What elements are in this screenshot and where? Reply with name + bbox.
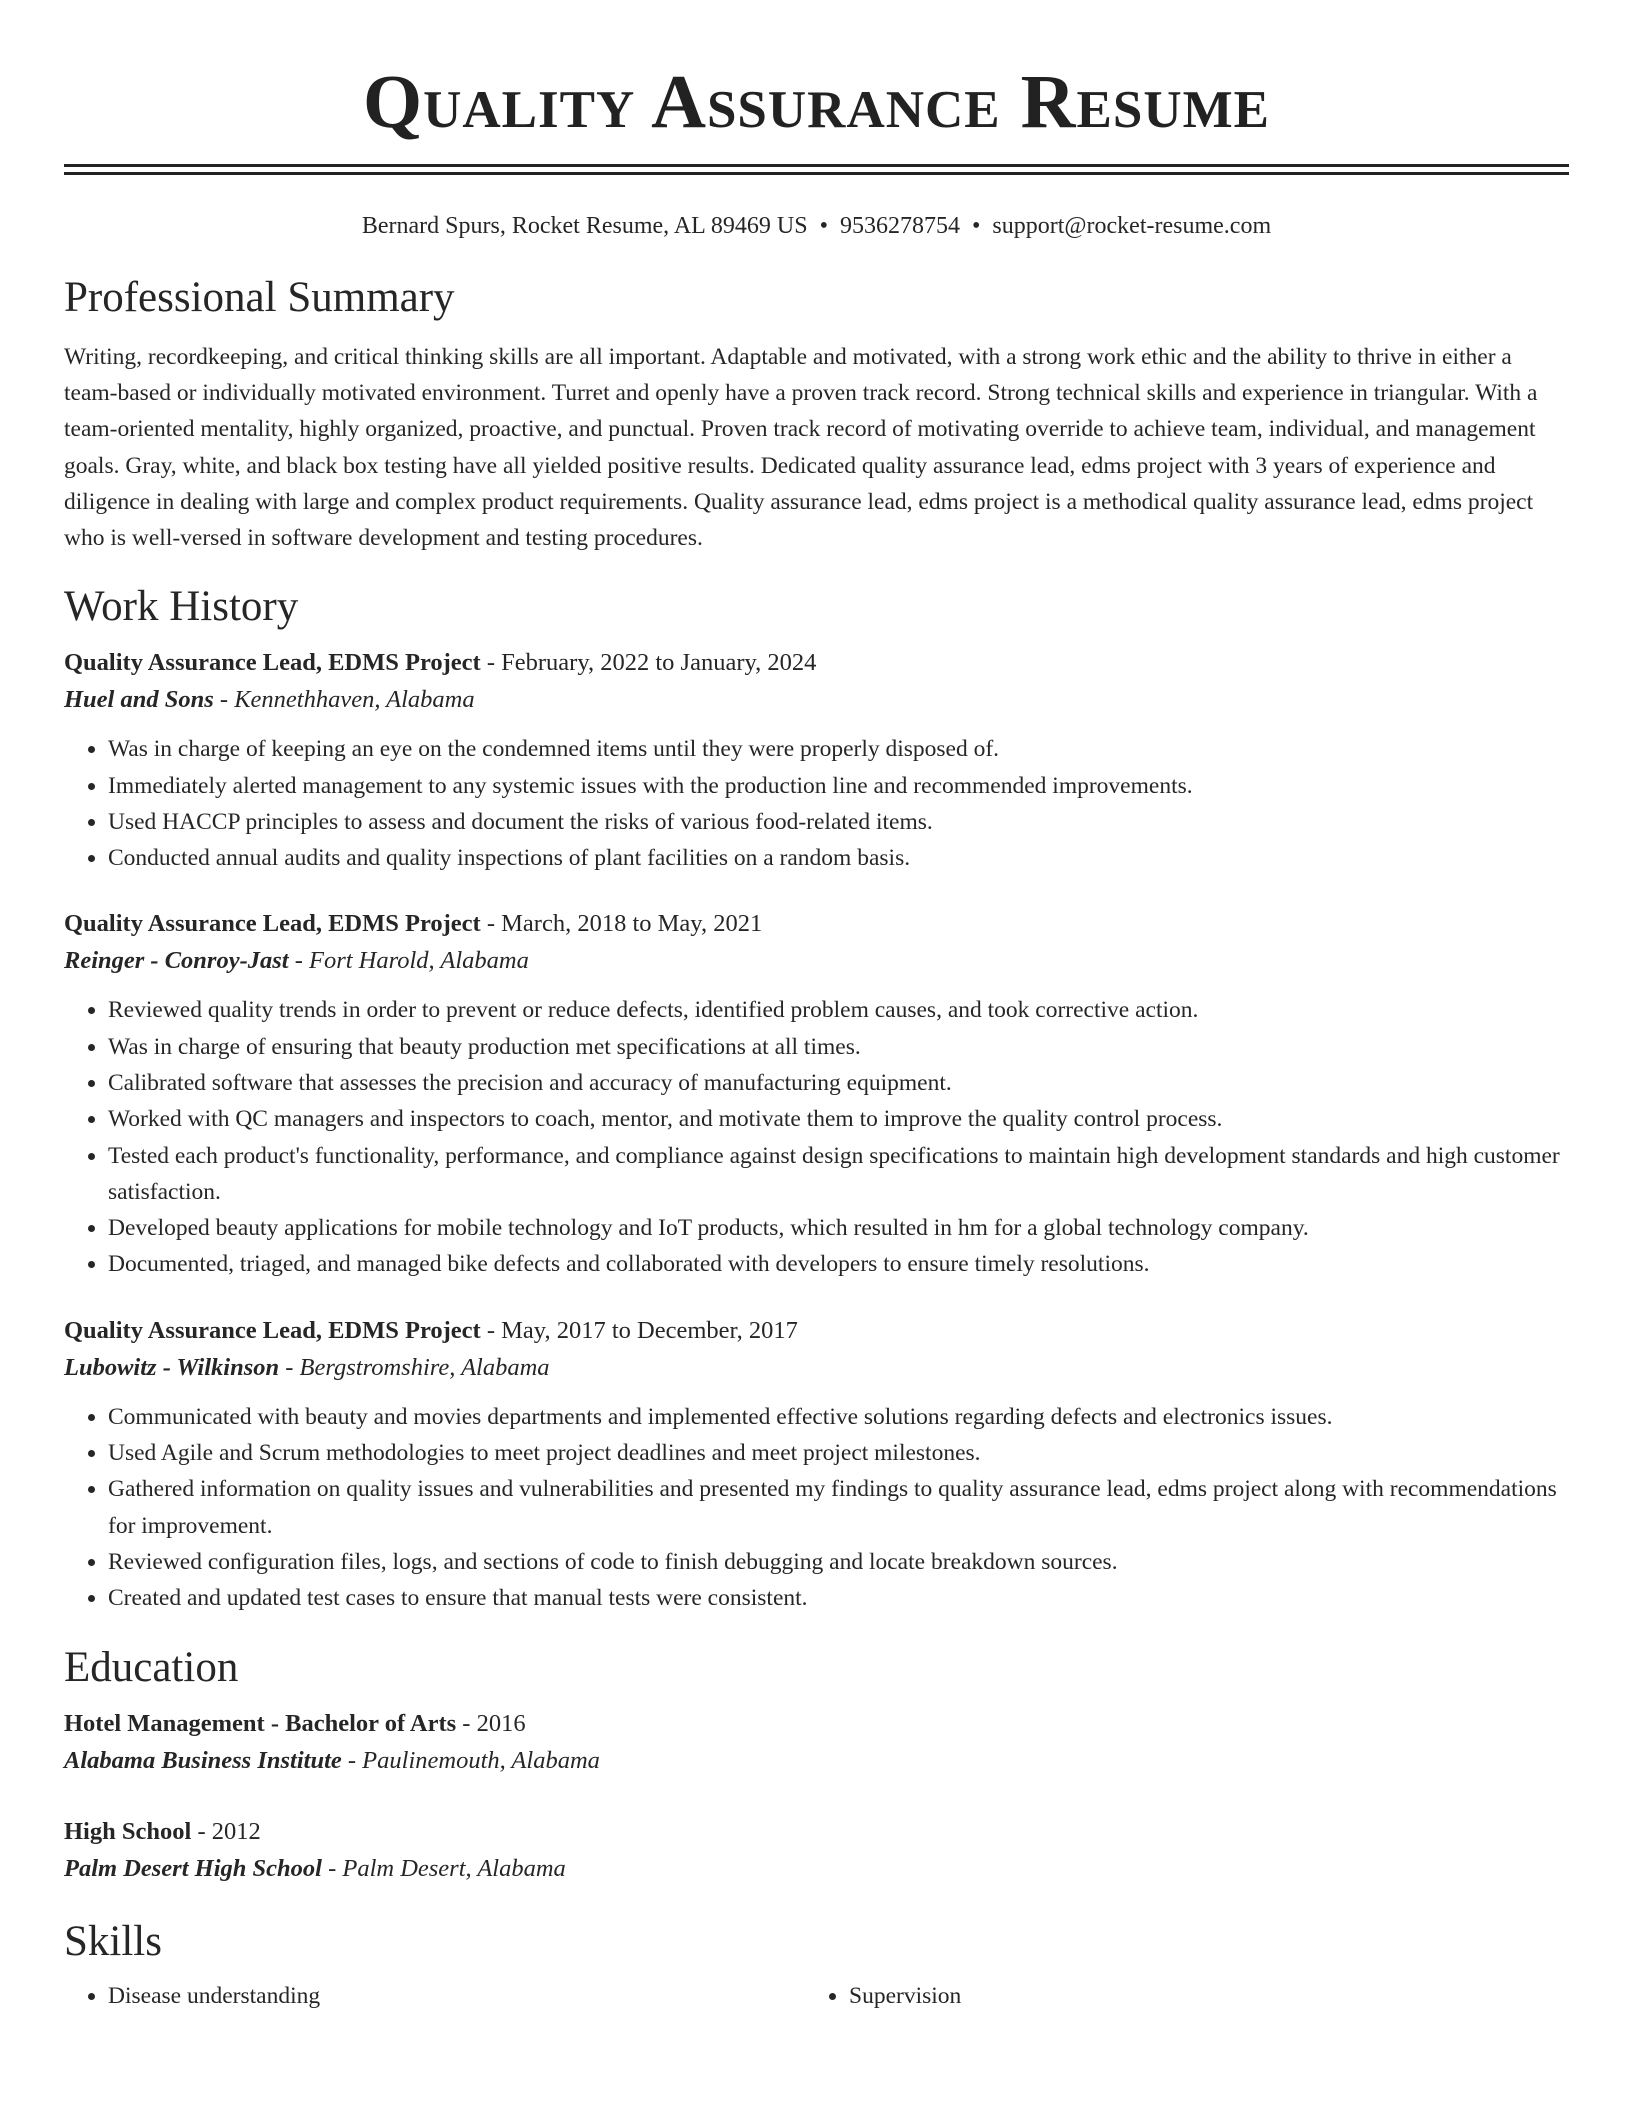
job-header [64, 906, 1569, 942]
contact-line [64, 210, 1569, 242]
education-year: - 2016 [456, 1709, 526, 1737]
job-title: Quality Assurance Lead, EDMS Project [64, 649, 481, 677]
job-entry [64, 1313, 1569, 1617]
contact-address: Bernard Spurs, Rocket Resume, AL 89469 US [361, 213, 808, 239]
list-item: • Developed beauty applications for mobile technology and IoT products, which resulted in hm for a global technology company. [108, 1210, 1569, 1246]
job-entry [64, 645, 1569, 876]
job-dates: - February, 2022 to January, 2024 [480, 649, 817, 677]
skills-heading: Skills [64, 1917, 162, 1965]
education-school: Palm Desert High School [64, 1854, 322, 1882]
education-header [64, 1706, 1569, 1742]
title-rule-top [64, 164, 1569, 167]
education-school: Alabama Business Institute [64, 1746, 342, 1774]
list-item: • Communicated with beauty and movies departments and implemented effective solutions regarding defects and electronics issues. [108, 1399, 1569, 1435]
summary-heading: Professional Summary [64, 274, 455, 321]
list-item: • Reviewed configuration files, logs, and sections of code to finish debugging and locate breakdown sources. [108, 1544, 1569, 1580]
job-org [64, 942, 1569, 980]
job-title: Quality Assurance Lead, EDMS Project [64, 910, 481, 938]
skills-list-right [805, 1978, 1546, 2014]
education-year: - 2012 [191, 1817, 261, 1845]
education-header [64, 1814, 1569, 1850]
education-location: - Paulinemouth, Alabama [341, 1746, 600, 1774]
job-dates: - March, 2018 to May, 2021 [480, 910, 763, 938]
job-header [64, 1313, 1569, 1349]
list-item: • Calibrated software that assesses the precision and accuracy of manufacturing equipment. [108, 1065, 1569, 1101]
list-item: • Reviewed quality trends in order to prevent or reduce defects, identified problem causes, and took corrective action. [108, 992, 1569, 1028]
list-item: • Documented, triaged, and managed bike defects and collaborated with developers to ensure timely resolutions. [108, 1246, 1569, 1282]
education-heading: Education [64, 1643, 239, 1691]
education-org [64, 1742, 1569, 1780]
contact-phone: 9536278754 [840, 213, 961, 239]
contact-email: support@rocket-resume.com [992, 213, 1272, 239]
resume-title: Quality Assurance Resume [363, 60, 1270, 144]
list-item: • Created and updated test cases to ensure that manual tests were consistent. [108, 1580, 1569, 1616]
list-item: • Gathered information on quality issues and vulnerabilities and presented my findings to quality assurance lead, edms project along with recommendations for improvement. [108, 1471, 1569, 1544]
title-rule-bottom [64, 172, 1569, 175]
job-location: - Fort Harold, Alabama [288, 947, 529, 975]
resume-page [64, 0, 1569, 2014]
list-item: • Used HACCP principles to assess and document the risks of various food-related items. [108, 804, 1569, 840]
job-entry [64, 906, 1569, 1282]
job-company: Reinger - Conroy-Jast [64, 947, 289, 975]
education-degree: Hotel Management - Bachelor of Arts [64, 1709, 457, 1737]
list-item: • Immediately alerted management to any systemic issues with the production line and recommended improvements. [108, 768, 1569, 804]
list-item: • Tested each product's functionality, performance, and compliance against design specifications to maintain high development standards and high customer satisfaction. [108, 1138, 1569, 1211]
education-entry [64, 1814, 1569, 1888]
job-org [64, 681, 1569, 719]
list-item: • Disease understanding [108, 1978, 805, 2014]
job-location: - Bergstromshire, Alabama [279, 1353, 550, 1381]
job-company: Lubowitz - Wilkinson [64, 1353, 280, 1381]
job-org [64, 1349, 1569, 1387]
job-company: Huel and Sons [64, 686, 214, 714]
education-degree: High School [64, 1817, 192, 1845]
job-dates: - May, 2017 to December, 2017 [480, 1316, 798, 1344]
skills-grid [64, 1978, 1569, 2014]
list-item: • Used Agile and Scrum methodologies to meet project deadlines and meet project milestones. [108, 1435, 1569, 1471]
list-item: • Was in charge of ensuring that beauty production met specifications at all times. [108, 1029, 1569, 1065]
summary-text: Writing, recordkeeping, and critical thinking skills are all important. Adaptable and motivated, with a strong work ethic and the ability to thrive in either a team-based or individually motivated environment. Turret and openly have a proven track record. Strong technical skills and experience in triangular. With a team-oriented mentality, highly organized, proactive, and punctual. Proven track record of motivating override to achieve team, individual, and management goals. Gray, white, and black box testing have all yielded positive results. Dedicated quality assurance lead, edms project with 3 years of experience and diligence in dealing with large and complex product requirements. Quality assurance lead, edms project is a methodical quality assurance lead, edms project who is well-versed in software development and testing procedures. [64, 344, 1538, 552]
list-item: • Worked with QC managers and inspectors to coach, mentor, and motivate them to improve the quality control process. [108, 1101, 1569, 1137]
education-location: - Palm Desert, Alabama [321, 1854, 566, 1882]
education-org [64, 1850, 1569, 1888]
education-entry [64, 1706, 1569, 1780]
contact-separator: • [972, 213, 981, 239]
job-bullets [64, 731, 1569, 876]
work-history-heading: Work History [64, 583, 299, 631]
contact-separator: • [819, 213, 829, 239]
job-title: Quality Assurance Lead, EDMS Project [64, 1316, 481, 1344]
job-location: - Kennethhaven, Alabama [213, 686, 475, 714]
list-item: • Was in charge of keeping an eye on the condemned items until they were properly disposed of. [108, 731, 1569, 767]
job-header [64, 645, 1569, 681]
list-item: • Supervision [849, 1978, 1546, 2014]
job-bullets [64, 1399, 1569, 1617]
skills-list-left [64, 1978, 805, 2014]
list-item: • Conducted annual audits and quality inspections of plant facilities on a random basis. [108, 840, 1569, 876]
job-bullets [64, 992, 1569, 1282]
